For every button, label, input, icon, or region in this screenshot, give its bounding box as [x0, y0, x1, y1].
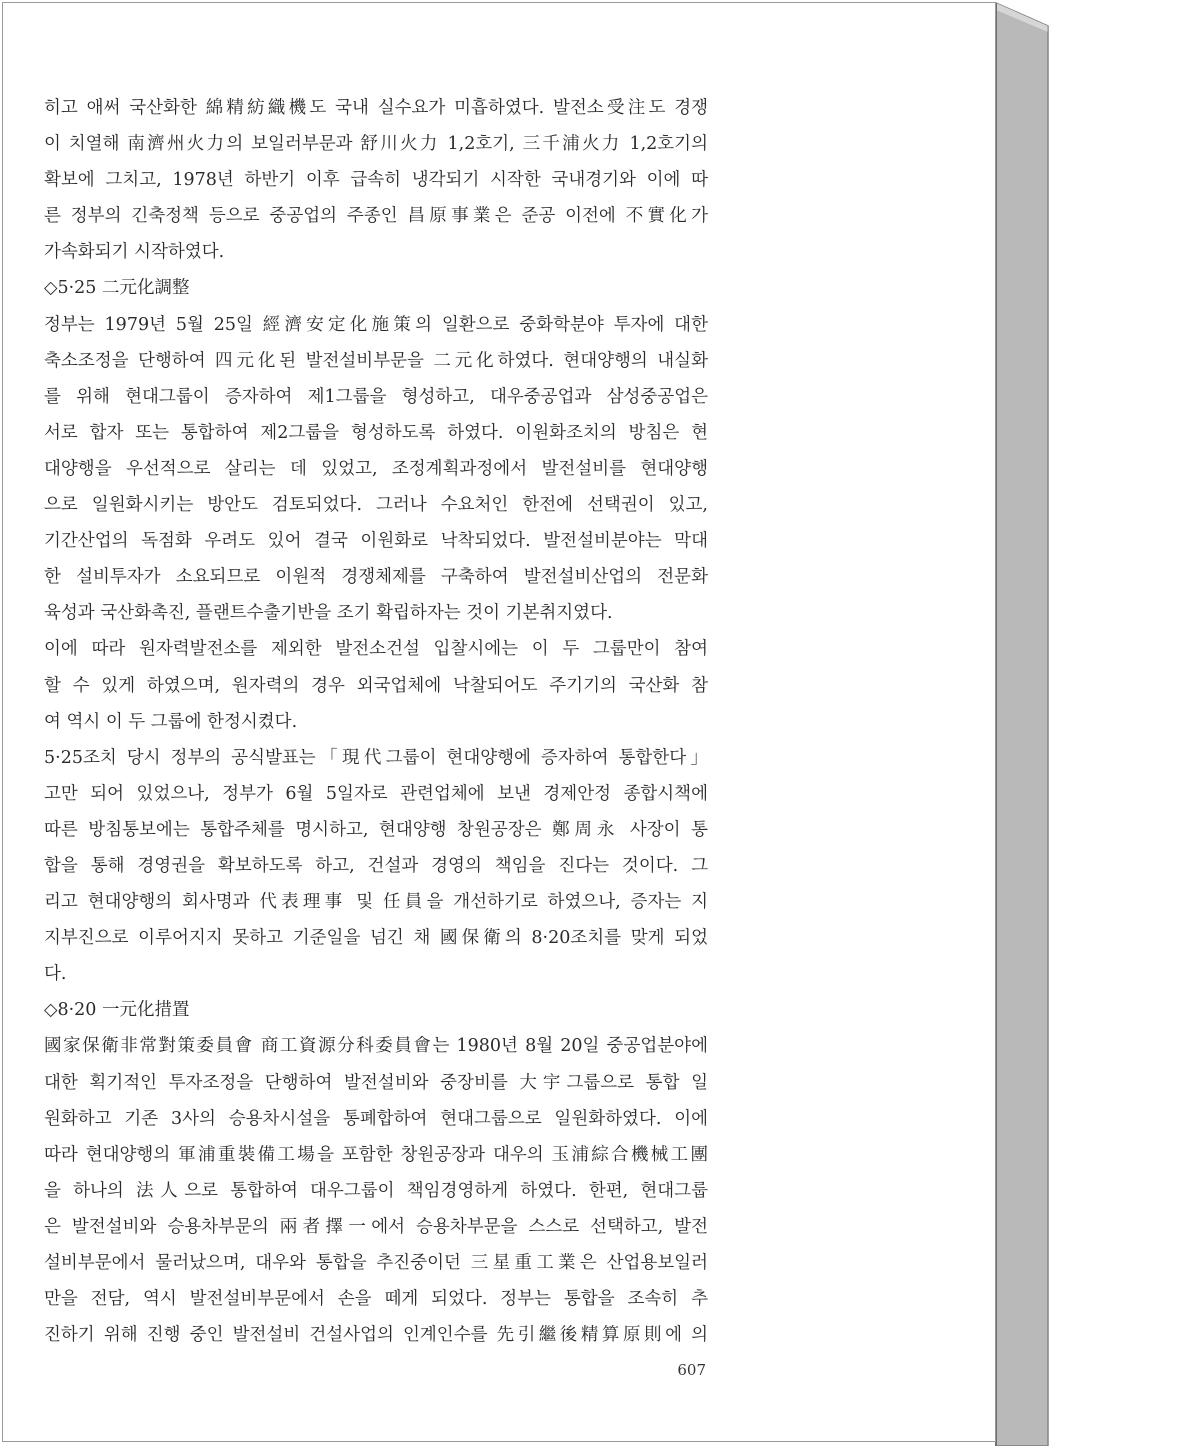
text-line: 따라 현대양행의 軍浦重裝備工場을 포함한 창원공장과 대우의 玉浦綜合機械工團 [44, 1144, 708, 1165]
text-line: 대한 획기적인 투자조정을 단행하여 발전설비와 중장비를 大宇그룹으로 통합 일 [44, 1072, 708, 1093]
text-line: 만을 전담, 역시 발전설비부문에서 손을 떼게 되었다. 정부는 통합을 조속히 추 [44, 1289, 708, 1310]
text-line: 가속화되기 시작하였다. [44, 242, 225, 263]
text-line: 이 치열해 南濟州火力의 보일러부문과 舒川火力 1,2호기, 三千浦火力 1,2호기의 [44, 134, 708, 155]
text-line: 따른 방침통보에는 통합주체를 명시하고, 현대양행 창원공장은 鄭周永 사장이 통 [44, 819, 708, 840]
section-heading: ◇8·20 一元化措置 [44, 1000, 190, 1021]
page-number: 607 [677, 1361, 706, 1379]
text-line: 한 설비투자가 소요되므로 이원적 경쟁체제를 구축하여 발전설비산업의 전문화 [44, 567, 708, 588]
text-line: 할 수 있게 하였으며, 원자력의 경우 외국업체에 낙찰되어도 주기기의 국산화 참 [44, 675, 708, 696]
text-line: 서로 합자 또는 통합하여 제2그룹을 형성하도록 하였다. 이원화조치의 방침은 현 [44, 422, 708, 443]
text-line: 이에 따라 원자력발전소를 제외한 발전소건설 입찰시에는 이 두 그룹만이 참여 [44, 639, 708, 660]
text-line: 히고 애써 국산화한 綿精紡織機도 국내 실수요가 미흡하였다. 발전소受注도 경쟁 [44, 98, 708, 118]
text-line: 른 정부의 긴축정책 등으로 중공업의 주종인 昌原事業은 준공 이전에 不實化가 [44, 206, 708, 227]
text-line: 설비부문에서 물러났으며, 대우와 통합을 추진중이던 三星重工業은 산업용보일러 [44, 1253, 708, 1273]
text-line: 으로 일원화시키는 방안도 검토되었다. 그러나 수요처인 한전에 선택권이 있고, [44, 495, 708, 516]
body-text [44, 90, 708, 1353]
text-line: 축소조정을 단행하여 四元化된 발전설비부문을 二元化하였다. 현대양행의 내실화 [44, 350, 708, 371]
text-line: 원화하고 기존 3사의 승용차시설을 통폐합하여 현대그룹으로 일원화하였다. 이에 [44, 1108, 708, 1129]
text-line: 리고 현대양행의 회사명과 代表理事 및 任員을 개선하기로 하였으나, 증자는 지 [44, 892, 708, 913]
text-line: 은 발전설비와 승용차부문의 兩者擇一에서 승용차부문을 스스로 선택하고, 발전 [44, 1216, 708, 1237]
text-line: 지부진으로 이루어지지 못하고 기준일을 넘긴 채 國保衛의 8·20조치를 맞게 되었 [44, 928, 708, 949]
text-line: 진하기 위해 진행 중인 발전설비 건설사업의 인계인수를 先引繼後精算原則에 의 [44, 1325, 708, 1346]
text-line: 5·25조치 당시 정부의 공식발표는「現代그룹이 현대양행에 증자하여 통합한다」 [44, 747, 708, 768]
text-line: 기간산업의 독점화 우려도 있어 결국 이원화로 낙착되었다. 발전설비분야는 막대 [44, 531, 708, 552]
text-line: 을 하나의 法人으로 통합하여 대우그룹이 책임경영하게 하였다. 한편, 현대그룹 [44, 1180, 708, 1201]
text-line: 여 역시 이 두 그룹에 한정시켰다. [44, 711, 298, 732]
text-line: 합을 통해 경영권을 확보하도록 하고, 건설과 경영의 책임을 진다는 것이다. 그 [44, 855, 708, 876]
text-line: 확보에 그치고, 1978년 하반기 이후 급속히 냉각되기 시작한 국내경기와 이에 따 [44, 170, 708, 191]
text-line: 다. [44, 964, 67, 985]
text-line: 대양행을 우선적으로 살리는 데 있었고, 조정계획과정에서 발전설비를 현대양행 [44, 458, 708, 479]
text-line: 를 위해 현대그룹이 증자하여 제1그룹을 형성하고, 대우중공업과 삼성중공업은 [44, 386, 708, 407]
text-line: 고만 되어 있었으나, 정부가 6월 5일자로 관련업체에 보낸 경제안정 종합시책에 [44, 783, 708, 804]
text-line: 정부는 1979년 5월 25일 經濟安定化施策의 일환으로 중화학분야 투자에 대한 [44, 314, 708, 335]
text-line: 육성과 국산화촉진, 플랜트수출기반을 조기 확립하자는 것이 기본취지였다. [44, 603, 613, 624]
section-heading: ◇5·25 二元化調整 [44, 278, 190, 299]
text-line: 國家保衛非常對策委員會 商工資源分科委員會는 1980년 8월 20일 중공업분야에 [44, 1036, 708, 1057]
